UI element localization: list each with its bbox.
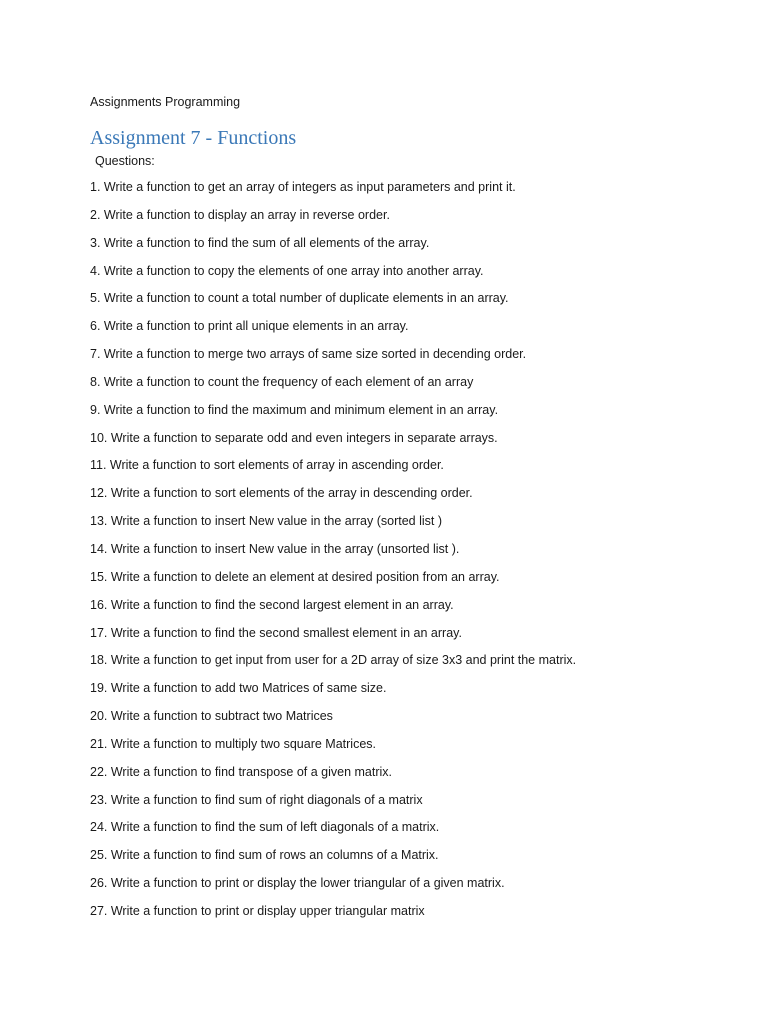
question-item: 16. Write a function to find the second largest element in an array. [90,597,454,612]
question-item: 13. Write a function to insert New value in the array (sorted list ) [90,514,443,529]
question-list [90,178,576,930]
question-item: 18. Write a function to get input from user for a 2D array of size 3x3 and print the matrix. [90,653,577,668]
document-title: Assignment 7 - Functions [90,127,297,149]
question-item: 2. Write a function to display an array in reverse order. [90,207,390,222]
question-item: 14. Write a function to insert New value in the array (unsorted list ). [90,541,460,556]
question-item: 15. Write a function to delete an element at desired position from an array. [90,569,500,584]
question-item: 5. Write a function to count a total number of duplicate elements in an array. [90,291,509,306]
question-item: 8. Write a function to count the frequency of each element of an array [90,374,474,389]
question-item: 26. Write a function to print or display the lower triangular of a given matrix. [90,876,505,891]
question-item: 23. Write a function to find sum of right diagonals of a matrix [90,792,423,807]
question-item: 6. Write a function to print all unique elements in an array. [90,319,409,334]
question-item: 10. Write a function to separate odd and even integers in separate arrays. [90,430,498,445]
question-item: 4. Write a function to copy the elements of one array into another array. [90,263,484,278]
question-item: 17. Write a function to find the second smallest element in an array. [90,625,462,640]
question-item: 3. Write a function to find the sum of all elements of the array. [90,235,430,250]
question-item: 12. Write a function to sort elements of the array in descending order. [90,486,473,501]
question-item: 9. Write a function to find the maximum and minimum element in an array. [90,402,499,417]
question-item: 22. Write a function to find transpose of a given matrix. [90,764,393,779]
question-item: 27. Write a function to print or display upper triangular matrix [90,903,425,918]
question-item: 7. Write a function to merge two arrays of same size sorted in decending order. [90,347,527,362]
question-item: 25. Write a function to find sum of rows an columns of a Matrix. [90,848,439,863]
questions-heading: Questions: [95,154,155,168]
question-item: 1. Write a function to get an array of integers as input parameters and print it. [90,180,516,194]
question-item: 11. Write a function to sort elements of array in ascending order. [90,458,444,473]
question-item: 20. Write a function to subtract two Matrices [90,709,333,724]
question-item: 21. Write a function to multiply two square Matrices. [90,736,376,751]
question-item: 19. Write a function to add two Matrices of same size. [90,681,387,696]
document-header: Assignments Programming [90,95,241,109]
question-item: 24. Write a function to find the sum of left diagonals of a matrix. [90,820,440,835]
